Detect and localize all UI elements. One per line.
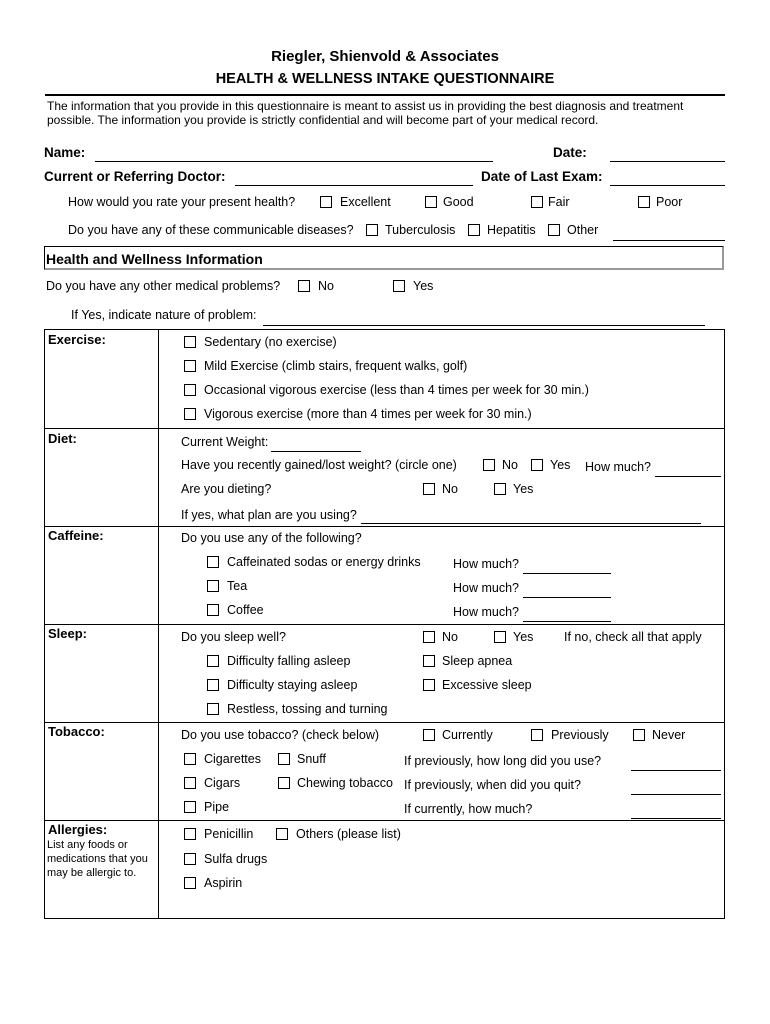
poor-checkbox[interactable] xyxy=(638,196,650,208)
tobacco-label: Tobacco: xyxy=(48,724,105,739)
name-label: Name: xyxy=(44,145,86,160)
how-much-tobacco-field[interactable] xyxy=(631,818,721,819)
row-divider-sleep xyxy=(44,624,725,625)
tea-label: Tea xyxy=(227,579,248,593)
penicillin-label: Penicillin xyxy=(204,827,254,841)
dieting-no-checkbox[interactable] xyxy=(423,483,435,495)
hepatitis-label: Hepatitis xyxy=(487,223,536,237)
difficulty-staying-asleep-checkbox[interactable] xyxy=(207,679,219,691)
sleep-apnea-checkbox[interactable] xyxy=(423,655,435,667)
other-disease-checkbox[interactable] xyxy=(548,224,560,236)
good-checkbox[interactable] xyxy=(425,196,437,208)
difficulty-falling-asleep-label: Difficulty falling asleep xyxy=(227,654,351,668)
sleep-yes-checkbox[interactable] xyxy=(494,631,506,643)
dieting-yes-label: Yes xyxy=(513,482,534,496)
snuff-label: Snuff xyxy=(297,752,326,766)
tea-checkbox[interactable] xyxy=(207,580,219,592)
sleep-yes-label: Yes xyxy=(513,630,534,644)
tea-how-much-field[interactable] xyxy=(523,597,611,598)
date-label: Date: xyxy=(553,145,587,160)
dieting-no-label: No xyxy=(442,482,458,496)
sedentary-label: Sedentary (no exercise) xyxy=(204,335,337,349)
row-divider-caffeine xyxy=(44,526,725,527)
sleep-no-checkbox[interactable] xyxy=(423,631,435,643)
last-exam-field[interactable] xyxy=(610,185,725,186)
difficulty-staying-asleep-label: Difficulty staying asleep xyxy=(227,678,358,692)
vigorous-label: Vigorous exercise (more than 4 times per week for 30 min.) xyxy=(204,407,532,421)
allergies-hint-2: medications that you xyxy=(47,853,148,865)
tuberculosis-checkbox[interactable] xyxy=(366,224,378,236)
excellent-checkbox[interactable] xyxy=(320,196,332,208)
how-long-field[interactable] xyxy=(631,770,721,771)
difficulty-falling-asleep-checkbox[interactable] xyxy=(207,655,219,667)
title-rule xyxy=(45,94,725,96)
coffee-how-much-field[interactable] xyxy=(523,621,611,622)
cigarettes-checkbox[interactable] xyxy=(184,753,196,765)
sleep-label: Sleep: xyxy=(48,626,88,641)
cigarettes-label: Cigarettes xyxy=(204,752,261,766)
diet-plan-field[interactable] xyxy=(361,523,701,524)
caffeine-label: Caffeine: xyxy=(48,528,104,543)
cigars-label: Cigars xyxy=(204,776,241,790)
fair-checkbox[interactable] xyxy=(531,196,543,208)
gained-lost-no-label: No xyxy=(502,458,518,472)
row-divider-diet xyxy=(44,428,725,429)
excessive-sleep-label: Excessive sleep xyxy=(442,678,532,692)
other-problems-question: Do you have any other medical problems? xyxy=(46,279,281,293)
other-disease-field[interactable] xyxy=(613,240,725,241)
sodas-how-much-label: How much? xyxy=(453,557,519,571)
date-field[interactable] xyxy=(610,161,725,162)
other-problems-no-checkbox[interactable] xyxy=(298,280,310,292)
coffee-checkbox[interactable] xyxy=(207,604,219,616)
cigars-checkbox[interactable] xyxy=(184,777,196,789)
other-problems-yes-label: Yes xyxy=(413,279,434,293)
health-rating-question: How would you rate your present health? xyxy=(68,195,296,209)
sulfa-drugs-label: Sulfa drugs xyxy=(204,852,268,866)
pipe-label: Pipe xyxy=(204,800,230,814)
caffeinated-sodas-label: Caffeinated sodas or energy drinks xyxy=(227,555,421,569)
when-quit-question: If previously, when did you quit? xyxy=(404,778,581,792)
other-disease-label: Other xyxy=(567,223,599,237)
tobacco-currently-label: Currently xyxy=(442,728,493,742)
current-weight-field[interactable] xyxy=(271,451,361,452)
company-name: Riegler, Shienvold & Associates xyxy=(271,48,499,65)
doctor-label: Current or Referring Doctor: xyxy=(44,169,226,184)
exercise-label: Exercise: xyxy=(48,332,106,347)
row-divider-allergies xyxy=(44,820,725,821)
mild-exercise-checkbox[interactable] xyxy=(184,360,196,372)
allergies-hint-3: may be allergic to. xyxy=(47,867,137,879)
tea-how-much-label: How much? xyxy=(453,581,519,595)
tobacco-previously-checkbox[interactable] xyxy=(531,729,543,741)
other-problems-yes-checkbox[interactable] xyxy=(393,280,405,292)
problem-nature-field[interactable] xyxy=(263,325,705,326)
snuff-checkbox[interactable] xyxy=(278,753,290,765)
sodas-how-much-field[interactable] xyxy=(523,573,611,574)
sleep-if-no-note: If no, check all that apply xyxy=(564,630,702,644)
form-title: HEALTH & WELLNESS INTAKE QUESTIONNAIRE xyxy=(215,71,555,87)
how-long-question: If previously, how long did you use? xyxy=(404,754,602,768)
others-allergy-checkbox[interactable] xyxy=(276,828,288,840)
aspirin-label: Aspirin xyxy=(204,876,243,890)
chewing-tobacco-checkbox[interactable] xyxy=(278,777,290,789)
diet-plan-question: If yes, what plan are you using? xyxy=(181,508,357,522)
vigorous-checkbox[interactable] xyxy=(184,408,196,420)
how-much-tobacco-question: If currently, how much? xyxy=(404,802,533,816)
allergies-label: Allergies: xyxy=(48,822,108,837)
tobacco-question: Do you use tobacco? (check below) xyxy=(181,728,380,742)
allergies-hint-1: List any foods or xyxy=(47,839,128,851)
occasional-vigorous-label: Occasional vigorous exercise (less than 4 times per week for 30 min.) xyxy=(204,383,589,397)
excessive-sleep-checkbox[interactable] xyxy=(423,679,435,691)
intro-line-2: possible. The information you provide is strictly confidential and will become part of your medical record. xyxy=(47,113,599,127)
tobacco-never-checkbox[interactable] xyxy=(633,729,645,741)
tuberculosis-label: Tuberculosis xyxy=(385,223,456,237)
weight-how-much-field[interactable] xyxy=(655,476,721,477)
sedentary-checkbox[interactable] xyxy=(184,336,196,348)
restless-checkbox[interactable] xyxy=(207,703,219,715)
gained-lost-yes-label: Yes xyxy=(550,458,571,472)
caffeine-question: Do you use any of the following? xyxy=(181,531,362,545)
coffee-label: Coffee xyxy=(227,603,264,617)
caffeinated-sodas-checkbox[interactable] xyxy=(207,556,219,568)
intro-line-1: The information that you provide in this questionnaire is meant to assist us in providing the best diagnosis and treatment xyxy=(47,99,684,113)
penicillin-checkbox[interactable] xyxy=(184,828,196,840)
dieting-question: Are you dieting? xyxy=(181,482,272,496)
aspirin-checkbox[interactable] xyxy=(184,877,196,889)
gained-lost-yes-checkbox[interactable] xyxy=(531,459,543,471)
diseases-question: Do you have any of these communicable diseases? xyxy=(68,223,354,237)
tobacco-never-label: Never xyxy=(652,728,686,742)
weight-how-much-label: How much? xyxy=(585,460,651,474)
poor-label: Poor xyxy=(656,195,683,209)
last-exam-label: Date of Last Exam: xyxy=(481,169,603,184)
coffee-how-much-label: How much? xyxy=(453,605,519,619)
restless-label: Restless, tossing and turning xyxy=(227,702,388,716)
row-divider-tobacco xyxy=(44,722,725,723)
sleep-no-label: No xyxy=(442,630,458,644)
section-title: Health and Wellness Information xyxy=(46,251,263,267)
name-field[interactable] xyxy=(95,161,493,162)
dieting-yes-checkbox[interactable] xyxy=(494,483,506,495)
sleep-apnea-label: Sleep apnea xyxy=(442,654,513,668)
fair-label: Fair xyxy=(548,195,570,209)
chewing-tobacco-label: Chewing tobacco xyxy=(297,776,393,790)
gained-lost-no-checkbox[interactable] xyxy=(483,459,495,471)
mild-exercise-label: Mild Exercise (climb stairs, frequent walks, golf) xyxy=(204,359,468,373)
sleep-question: Do you sleep well? xyxy=(181,630,286,644)
current-weight-label: Current Weight: xyxy=(181,435,269,449)
excellent-label: Excellent xyxy=(340,195,391,209)
occasional-vigorous-checkbox[interactable] xyxy=(184,384,196,396)
gained-lost-question: Have you recently gained/lost weight? (circle one) xyxy=(181,458,457,472)
tobacco-currently-checkbox[interactable] xyxy=(423,729,435,741)
others-allergy-label: Others (please list) xyxy=(296,827,401,841)
diet-label: Diet: xyxy=(48,431,77,446)
when-quit-field[interactable] xyxy=(631,794,721,795)
pipe-checkbox[interactable] xyxy=(184,801,196,813)
doctor-field[interactable] xyxy=(235,185,473,186)
tobacco-previously-label: Previously xyxy=(551,728,609,742)
hepatitis-checkbox[interactable] xyxy=(468,224,480,236)
good-label: Good xyxy=(443,195,474,209)
other-problems-no-label: No xyxy=(318,279,334,293)
problem-nature-label: If Yes, indicate nature of problem: xyxy=(71,308,257,322)
sulfa-drugs-checkbox[interactable] xyxy=(184,853,196,865)
